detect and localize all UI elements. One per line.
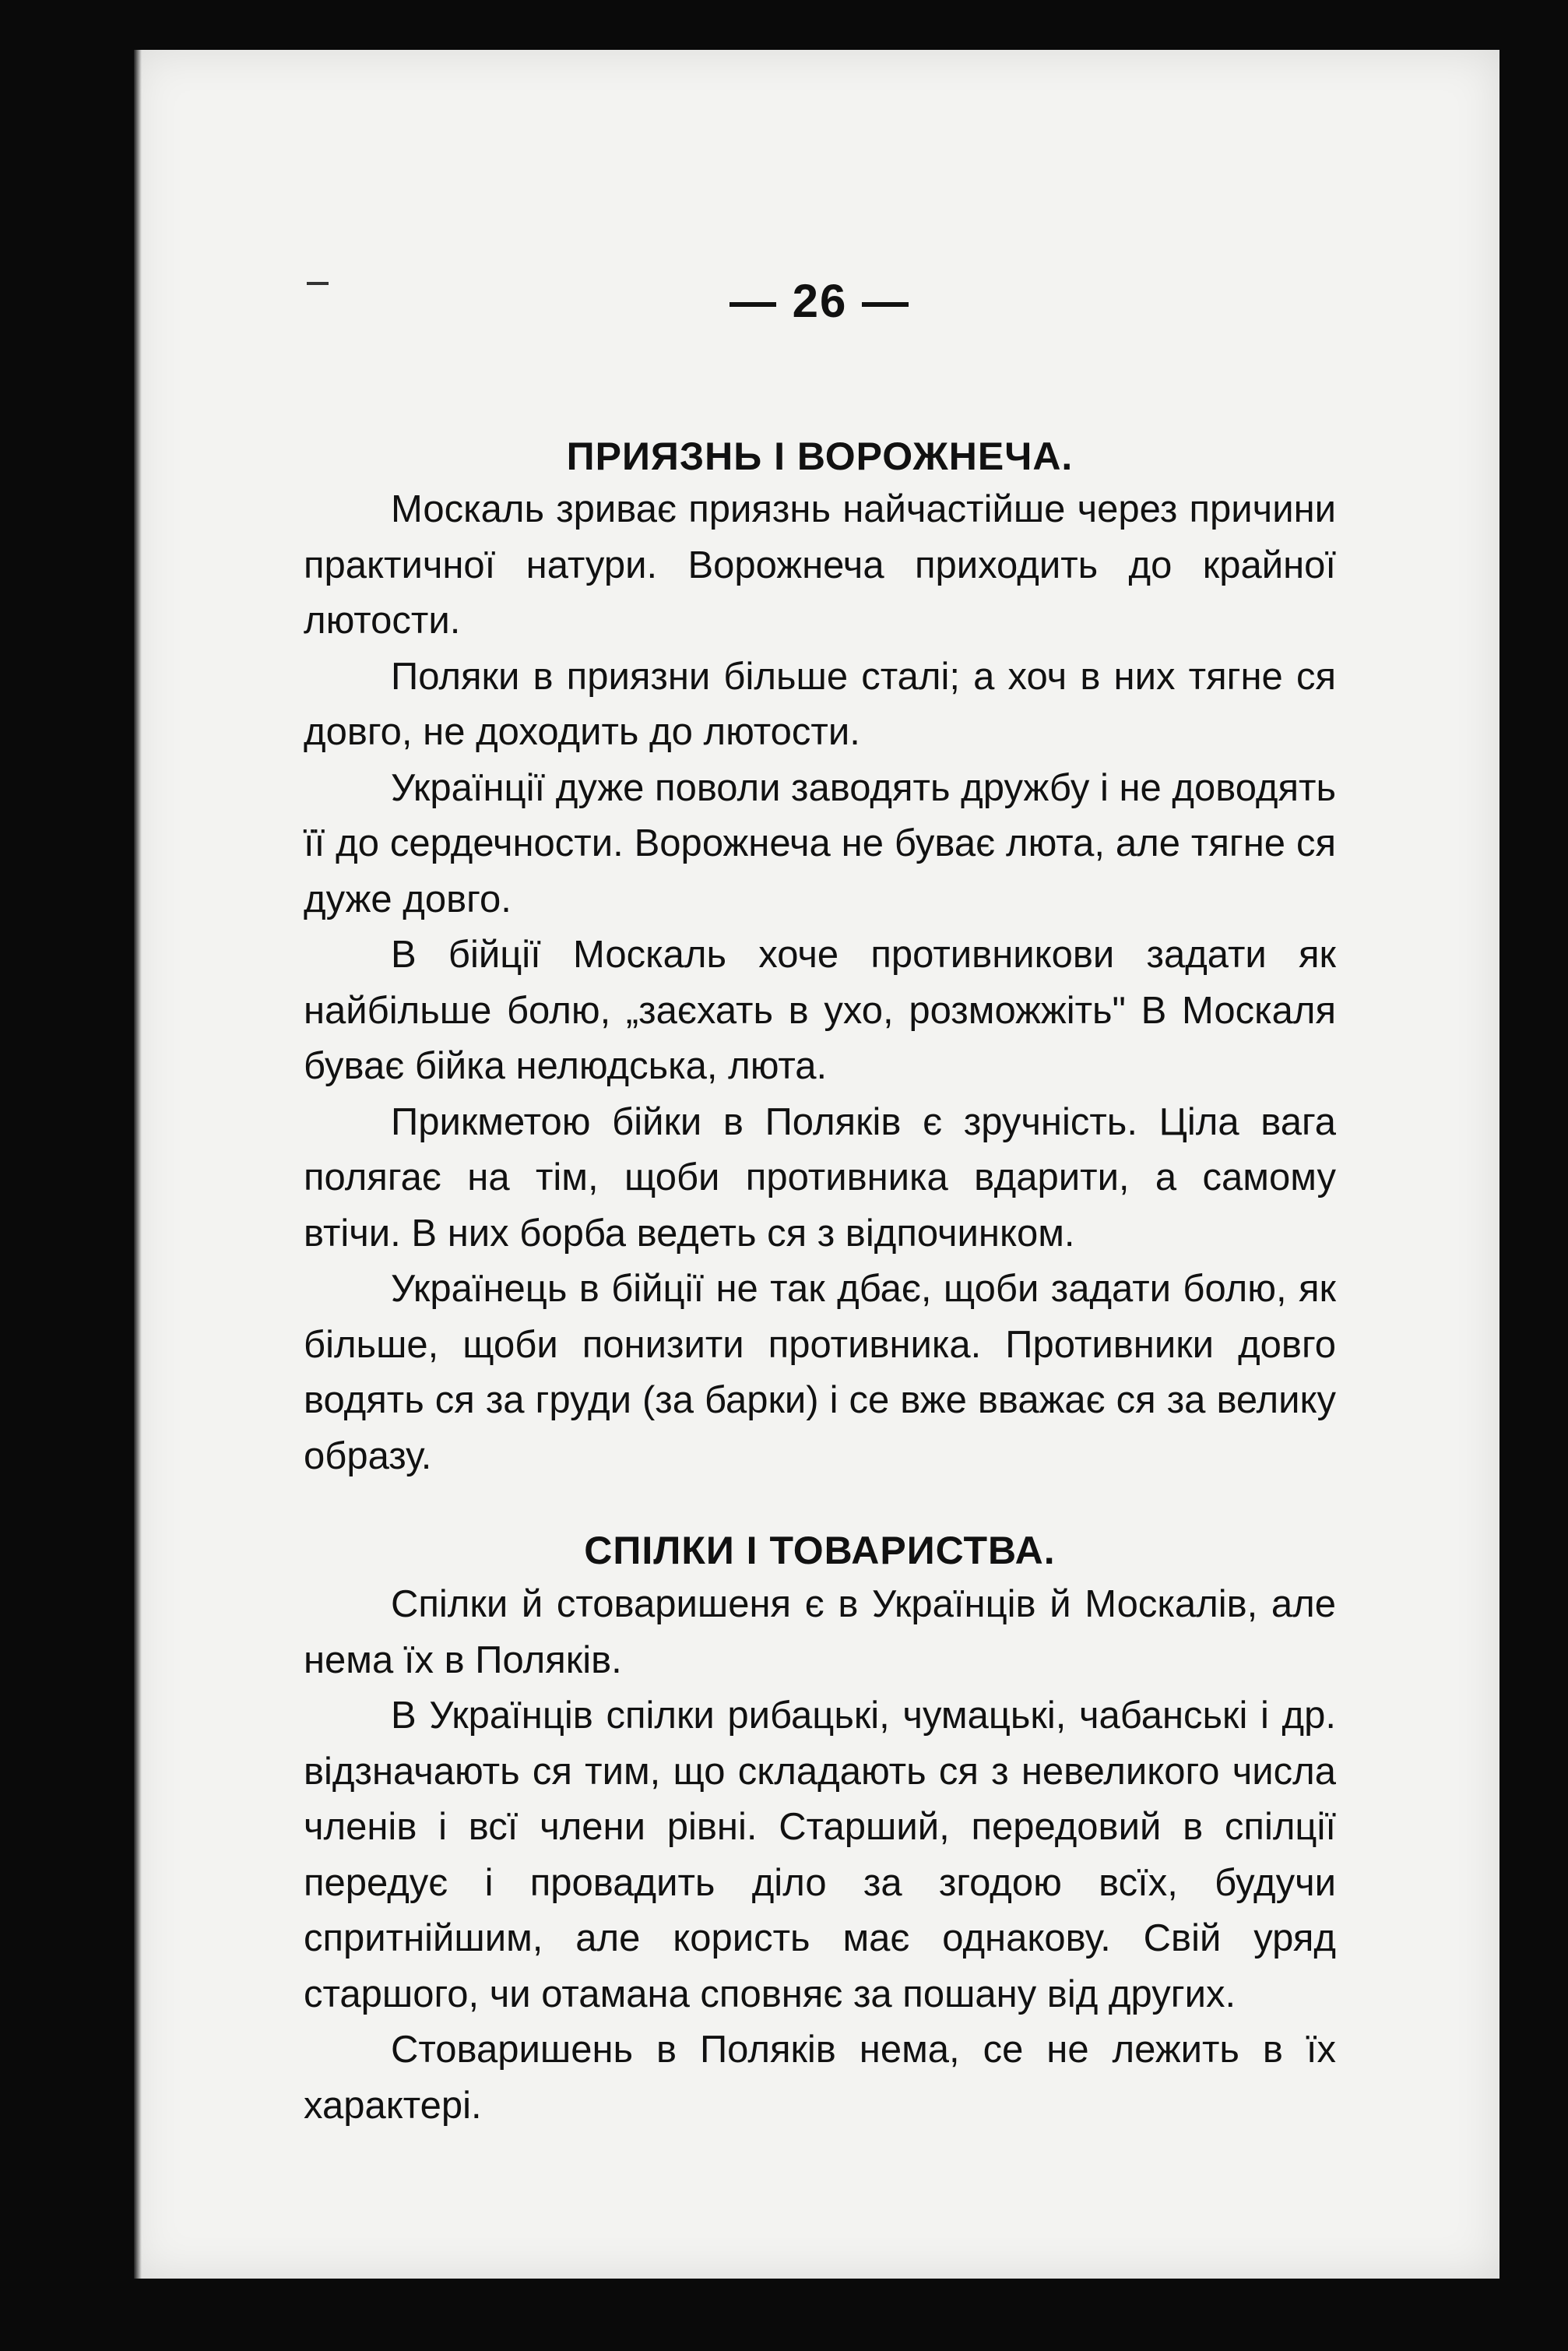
page-binding-shadow [134,50,142,2279]
paragraph: Українції дуже поволи заводять дружбу і не доводять її до сердечности. Ворожнеча не буває люта, але тягне ся дуже довго. [304,766,1336,920]
paragraph: Поляки в приязни більше сталі; а хоч в них тягне ся довго, не доходить до лютости. [304,655,1336,753]
paragraph: Стоваришень в Поляків нема, се не лежить в їх характері. [304,2029,1336,2127]
paragraph: Спілки й стоваришеня є в Українців й Москалів, але нема їх в Поляків. [304,1583,1336,1681]
paragraph: Прикметою бійки в Поляків є зручність. Ціла вага полягає на тім, щоби противника вдарити, а самому втічи. В них борба ведеть ся з відпочинком. [304,1100,1336,1255]
paragraph: Українець в бійції не так дбає, щоби задати болю, як більше, щоби понизити противника. Противники довго водять ся за груди (за барки) і се вже вважає ся за велику образу. [304,1268,1336,1477]
section-body [304,482,1336,1484]
book-page [134,50,1499,2279]
paragraph: В Українців спілки рибацькі, чумацькі, чабанські і др. відзначають ся тим, що складають ся з невеликого числа членів і всї члени рівні. Старший, передовий в спілції передує і провадить діло за згодою всїх, будучи спритнійшим, але користь має однакову. Свій уряд старшого, чи отамана сповняє за пошану від других. [304,1695,1336,2015]
page-number: — 26 — [729,275,911,327]
paragraph: В бійції Москаль хоче противникови задати як найбільше болю, „заєхать в ухо, розможжіть" В Москаля буває бійка нелюдська, люта. [304,934,1336,1087]
section-body [304,1577,1336,2134]
section-heading: СПІЛКИ І ТОВАРИСТВА. [584,1529,1056,1572]
paragraph: Москаль зриває приязнь найчастійше через причини практичної натури. Ворожнеча приходить до крайної лютости. [304,488,1336,642]
section-heading: ПРИЯЗНЬ І ВОРОЖНЕЧА. [566,435,1074,478]
